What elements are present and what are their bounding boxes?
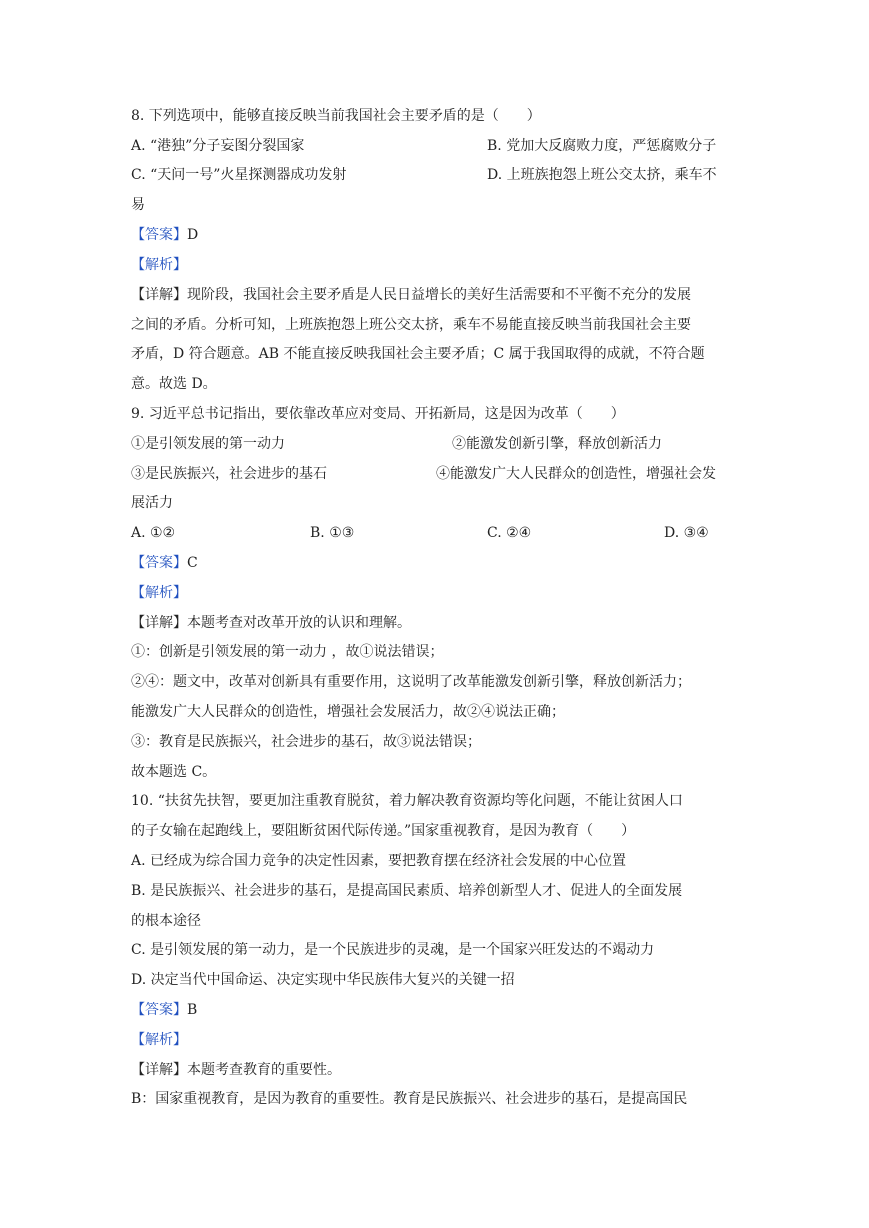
question-10-option-b: B. 是民族振兴、社会进步的基石，是提高国民素质、培养创新型人才、促进人的全面发展 bbox=[131, 883, 683, 899]
question-9-detail-line: 能激发广大人民群众的创造性，增强社会发展活力，故②④说法正确； bbox=[131, 704, 565, 720]
question-8-detail-line bbox=[131, 285, 691, 305]
question-9-answer bbox=[131, 553, 198, 573]
question-9-analysis-tag: 【解析】 bbox=[131, 585, 187, 601]
question-8-option-b: B. 党加大反腐败力度，严惩腐败分子 bbox=[487, 138, 717, 154]
detail-tag: 【详解】 bbox=[131, 287, 187, 303]
question-10-option-b-continued: 的根本途径 bbox=[131, 913, 201, 929]
question-9-option-d: D. ③④ bbox=[664, 525, 709, 541]
question-10-stem-line: 的子女输在起跑线上，要阻断贫困代际传递。”国家重视教育，是因为教育（ ） bbox=[131, 823, 636, 839]
answer-tag: 【答案】 bbox=[131, 1002, 187, 1018]
question-8-detail-line: 矛盾，D 符合题意。AB 不能直接反映我国社会主要矛盾；C 属于我国取得的成就，不符合题 bbox=[131, 346, 705, 362]
answer-value: D bbox=[187, 227, 199, 243]
question-9-detail-line: ①：创新是引领发展的第一动力 ，故①说法错误； bbox=[131, 644, 444, 660]
question-9-item-1: ①是引领发展的第一动力 bbox=[131, 436, 285, 452]
question-8-detail-line: 意。故选 D。 bbox=[131, 376, 217, 392]
answer-tag: 【答案】 bbox=[131, 555, 187, 571]
question-8-analysis-tag: 【解析】 bbox=[131, 257, 187, 273]
question-9-detail-line: ③：教育是民族振兴，社会进步的基石，故③说法错误； bbox=[131, 734, 481, 750]
question-10-stem-line: 10. “扶贫先扶智，要更加注重教育脱贫，着力解决教育资源均等化问题，不能让贫困人口 bbox=[131, 793, 683, 809]
detail-text: 本题考查对改革开放的认识和理解。 bbox=[187, 615, 411, 631]
question-9-option-c: C. ②④ bbox=[487, 525, 532, 541]
question-9-detail-line: 故本题选 C。 bbox=[131, 764, 217, 780]
detail-text: 本题考查教育的重要性。 bbox=[187, 1062, 341, 1078]
question-10-detail-line: B：国家重视教育，是因为教育的重要性。教育是民族振兴、社会进步的基石，是提高国民 bbox=[131, 1091, 688, 1107]
question-8-option-d: D. 上班族抱怨上班公交太挤，乘车不 bbox=[487, 167, 717, 183]
answer-value: B bbox=[187, 1002, 198, 1018]
question-9-item-3: ③是民族振兴，社会进步的基石 bbox=[131, 466, 327, 482]
question-9-item-4-continued: 展活力 bbox=[131, 495, 173, 511]
question-8-option-c: C. “天问一号”火星探测器成功发射 bbox=[131, 167, 347, 183]
question-9-detail-line: ②④：题文中，改革对创新具有重要作用，这说明了改革能激发创新引擎，释放创新活力； bbox=[131, 674, 691, 690]
answer-value: C bbox=[187, 555, 198, 571]
question-8-option-d-continued: 易 bbox=[131, 197, 145, 213]
question-9-option-a: A. ①② bbox=[131, 525, 176, 541]
question-9-option-b: B. ①③ bbox=[310, 525, 355, 541]
question-9-stem: 9. 习近平总书记指出，要依靠改革应对变局、开拓新局，这是因为改革（ ） bbox=[131, 406, 625, 422]
answer-tag: 【答案】 bbox=[131, 227, 187, 243]
question-8-option-a: A. “港独”分子妄图分裂国家 bbox=[131, 138, 305, 154]
question-10-detail-line bbox=[131, 1060, 341, 1080]
question-10-option-d: D. 决定当代中国命运、决定实现中华民族伟大复兴的关键一招 bbox=[131, 972, 515, 988]
detail-tag: 【详解】 bbox=[131, 1062, 187, 1078]
question-9-item-4: ④能激发广大人民群众的创造性，增强社会发 bbox=[436, 466, 716, 482]
detail-text: 现阶段，我国社会主要矛盾是人民日益增长的美好生活需要和不平衡不充分的发展 bbox=[187, 287, 691, 303]
question-9-item-2: ②能激发创新引擎，释放创新活力 bbox=[452, 436, 662, 452]
question-8-stem: 8. 下列选项中，能够直接反映当前我国社会主要矛盾的是（ ） bbox=[131, 108, 541, 124]
question-10-option-a: A. 已经成为综合国力竞争的决定性因素，要把教育摆在经济社会发展的中心位置 bbox=[131, 853, 627, 869]
question-10-option-c: C. 是引领发展的第一动力，是一个民族进步的灵魂，是一个国家兴旺发达的不竭动力 bbox=[131, 942, 655, 958]
question-9-detail-line bbox=[131, 613, 411, 633]
detail-tag: 【详解】 bbox=[131, 615, 187, 631]
question-10-analysis-tag: 【解析】 bbox=[131, 1032, 187, 1048]
question-8-answer bbox=[131, 225, 198, 245]
question-8-detail-line: 之间的矛盾。分析可知，上班族抱怨上班公交太挤，乘车不易能直接反映当前我国社会主要 bbox=[131, 317, 691, 333]
question-10-answer bbox=[131, 1000, 197, 1020]
